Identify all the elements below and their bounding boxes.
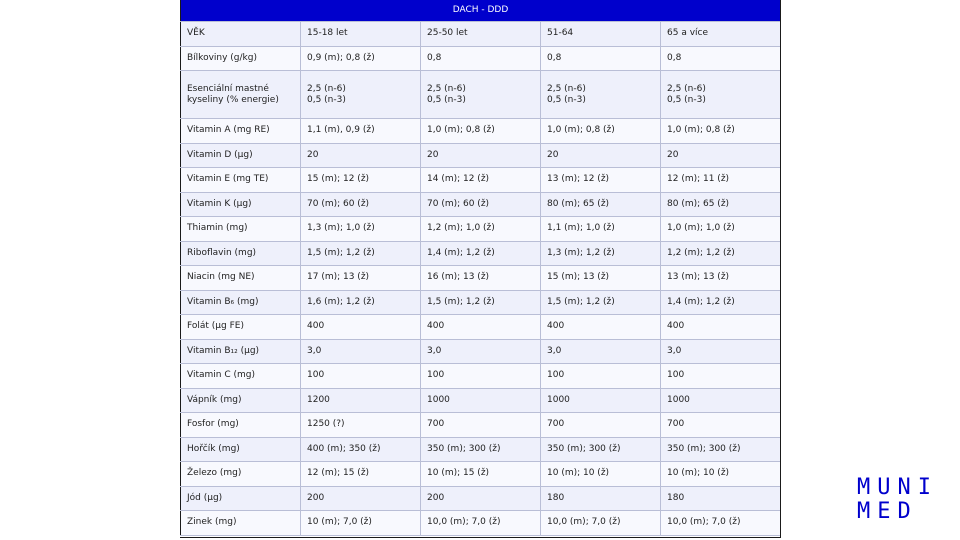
- table-row: [181, 364, 781, 389]
- value-cell: 20: [301, 143, 421, 168]
- value-cell: 700: [541, 413, 661, 438]
- value-cell: 1,5 (m); 1,2 (ž): [541, 290, 661, 315]
- value-cell: 2,5 (n-6) 0,5 (n-3): [301, 71, 421, 119]
- table-row: [181, 46, 781, 71]
- table-row: [181, 290, 781, 315]
- table-row: [181, 437, 781, 462]
- value-cell: 10 (m); 10 (ž): [541, 462, 661, 487]
- value-cell: 180: [541, 486, 661, 511]
- value-cell: 3,0: [421, 339, 541, 364]
- row-label-cell: Zinek (mg): [181, 511, 301, 536]
- value-cell: 400: [661, 315, 781, 340]
- value-cell: 70 (m); 60 (ž): [301, 192, 421, 217]
- value-cell: 10,0 (m); 7,0 (ž): [661, 511, 781, 536]
- table-body: [181, 22, 781, 536]
- value-cell: 0,8: [661, 46, 781, 71]
- value-cell: 1,4 (m); 1,2 (ž): [421, 241, 541, 266]
- value-cell: 10 (m); 15 (ž): [421, 462, 541, 487]
- value-cell: 3,0: [661, 339, 781, 364]
- row-label-cell: Vitamin B₆ (mg): [181, 290, 301, 315]
- row-label-cell: Fosfor (mg): [181, 413, 301, 438]
- table-row: [181, 71, 781, 119]
- value-cell: 2,5 (n-6) 0,5 (n-3): [541, 71, 661, 119]
- value-cell: 15-18 let: [301, 22, 421, 47]
- row-label-cell: Folát (μg FE): [181, 315, 301, 340]
- row-label-cell: Jód (μg): [181, 486, 301, 511]
- table-row: [181, 486, 781, 511]
- value-cell: 1,2 (m); 1,2 (ž): [661, 241, 781, 266]
- table-row: [181, 339, 781, 364]
- value-cell: 1,1 (m); 1,0 (ž): [541, 217, 661, 242]
- table-title: DACH - DDD: [180, 0, 780, 21]
- value-cell: 1000: [661, 388, 781, 413]
- value-cell: 1,5 (m); 1,2 (ž): [301, 241, 421, 266]
- value-cell: 3,0: [301, 339, 421, 364]
- value-cell: 350 (m); 300 (ž): [661, 437, 781, 462]
- value-cell: 180: [661, 486, 781, 511]
- value-cell: 1,1 (m), 0,9 (ž): [301, 119, 421, 144]
- value-cell: 3,0: [541, 339, 661, 364]
- row-label-cell: Riboflavin (mg): [181, 241, 301, 266]
- table-row: [181, 143, 781, 168]
- table-row: [181, 22, 781, 47]
- value-cell: 20: [661, 143, 781, 168]
- table-row: [181, 119, 781, 144]
- value-cell: 15 (m); 13 (ž): [541, 266, 661, 291]
- row-label-cell: VĚK: [181, 22, 301, 47]
- row-label-cell: Vitamin C (mg): [181, 364, 301, 389]
- recommendation-table: [180, 0, 781, 538]
- row-label-cell: Bílkoviny (g/kg): [181, 46, 301, 71]
- value-cell: 1,3 (m); 1,2 (ž): [541, 241, 661, 266]
- value-cell: 1,0 (m); 0,8 (ž): [541, 119, 661, 144]
- table-row: [181, 511, 781, 536]
- row-label-cell: Vitamin A (mg RE): [181, 119, 301, 144]
- value-cell: 350 (m); 300 (ž): [541, 437, 661, 462]
- row-label-cell: Thiamin (mg): [181, 217, 301, 242]
- value-cell: 400: [541, 315, 661, 340]
- value-cell: 16 (m); 13 (ž): [421, 266, 541, 291]
- muni-med-logo: [857, 475, 938, 524]
- value-cell: 15 (m); 12 (ž): [301, 168, 421, 193]
- value-cell: 10,0 (m); 7,0 (ž): [421, 511, 541, 536]
- value-cell: 80 (m); 65 (ž): [541, 192, 661, 217]
- value-cell: 10,0 (m); 7,0 (ž): [541, 511, 661, 536]
- value-cell: 200: [421, 486, 541, 511]
- table-row: [181, 241, 781, 266]
- value-cell: 17 (m); 13 (ž): [301, 266, 421, 291]
- value-cell: 13 (m); 13 (ž): [661, 266, 781, 291]
- value-cell: 400: [301, 315, 421, 340]
- value-cell: 2,5 (n-6) 0,5 (n-3): [661, 71, 781, 119]
- value-cell: 12 (m); 11 (ž): [661, 168, 781, 193]
- value-cell: 51-64: [541, 22, 661, 47]
- value-cell: 1,0 (m); 1,0 (ž): [661, 217, 781, 242]
- row-label-cell: Vitamin K (μg): [181, 192, 301, 217]
- logo-line-1: MUNI: [857, 475, 938, 500]
- value-cell: 10 (m); 10 (ž): [661, 462, 781, 487]
- table-row: [181, 462, 781, 487]
- row-label-cell: Vitamin E (mg TE): [181, 168, 301, 193]
- value-cell: 13 (m); 12 (ž): [541, 168, 661, 193]
- value-cell: 1,4 (m); 1,2 (ž): [661, 290, 781, 315]
- value-cell: 10 (m); 7,0 (ž): [301, 511, 421, 536]
- table-row: [181, 168, 781, 193]
- value-cell: 0,9 (m); 0,8 (ž): [301, 46, 421, 71]
- value-cell: 1250 (?): [301, 413, 421, 438]
- value-cell: 700: [661, 413, 781, 438]
- value-cell: 14 (m); 12 (ž): [421, 168, 541, 193]
- row-label-cell: Esenciální mastné kyseliny (% energie): [181, 71, 301, 119]
- row-label-cell: Vápník (mg): [181, 388, 301, 413]
- value-cell: 400: [421, 315, 541, 340]
- value-cell: 100: [301, 364, 421, 389]
- value-cell: 700: [421, 413, 541, 438]
- value-cell: 100: [421, 364, 541, 389]
- value-cell: 100: [661, 364, 781, 389]
- value-cell: 1,6 (m); 1,2 (ž): [301, 290, 421, 315]
- value-cell: 200: [301, 486, 421, 511]
- value-cell: 1000: [421, 388, 541, 413]
- row-label-cell: Vitamin B₁₂ (μg): [181, 339, 301, 364]
- value-cell: 1,5 (m); 1,2 (ž): [421, 290, 541, 315]
- table-row: [181, 217, 781, 242]
- value-cell: 2,5 (n-6) 0,5 (n-3): [421, 71, 541, 119]
- row-label-cell: Železo (mg): [181, 462, 301, 487]
- logo-line-2: MED: [857, 499, 918, 524]
- value-cell: 0,8: [541, 46, 661, 71]
- value-cell: 20: [421, 143, 541, 168]
- value-cell: 65 a více: [661, 22, 781, 47]
- value-cell: 1,0 (m); 0,8 (ž): [421, 119, 541, 144]
- row-label-cell: Niacin (mg NE): [181, 266, 301, 291]
- value-cell: 12 (m); 15 (ž): [301, 462, 421, 487]
- value-cell: 80 (m); 65 (ž): [661, 192, 781, 217]
- value-cell: 1200: [301, 388, 421, 413]
- value-cell: 20: [541, 143, 661, 168]
- value-cell: 70 (m); 60 (ž): [421, 192, 541, 217]
- table-row: [181, 315, 781, 340]
- value-cell: 1,3 (m); 1,0 (ž): [301, 217, 421, 242]
- table-row: [181, 266, 781, 291]
- value-cell: 1,0 (m); 0,8 (ž): [661, 119, 781, 144]
- value-cell: 0,8: [421, 46, 541, 71]
- value-cell: 1000: [541, 388, 661, 413]
- table-row: [181, 192, 781, 217]
- table-row: [181, 413, 781, 438]
- row-label-cell: Vitamin D (μg): [181, 143, 301, 168]
- nutrient-table: [180, 21, 781, 536]
- value-cell: 400 (m); 350 (ž): [301, 437, 421, 462]
- value-cell: 350 (m); 300 (ž): [421, 437, 541, 462]
- table-row: [181, 388, 781, 413]
- row-label-cell: Hořčík (mg): [181, 437, 301, 462]
- value-cell: 100: [541, 364, 661, 389]
- value-cell: 25-50 let: [421, 22, 541, 47]
- value-cell: 1,2 (m); 1,0 (ž): [421, 217, 541, 242]
